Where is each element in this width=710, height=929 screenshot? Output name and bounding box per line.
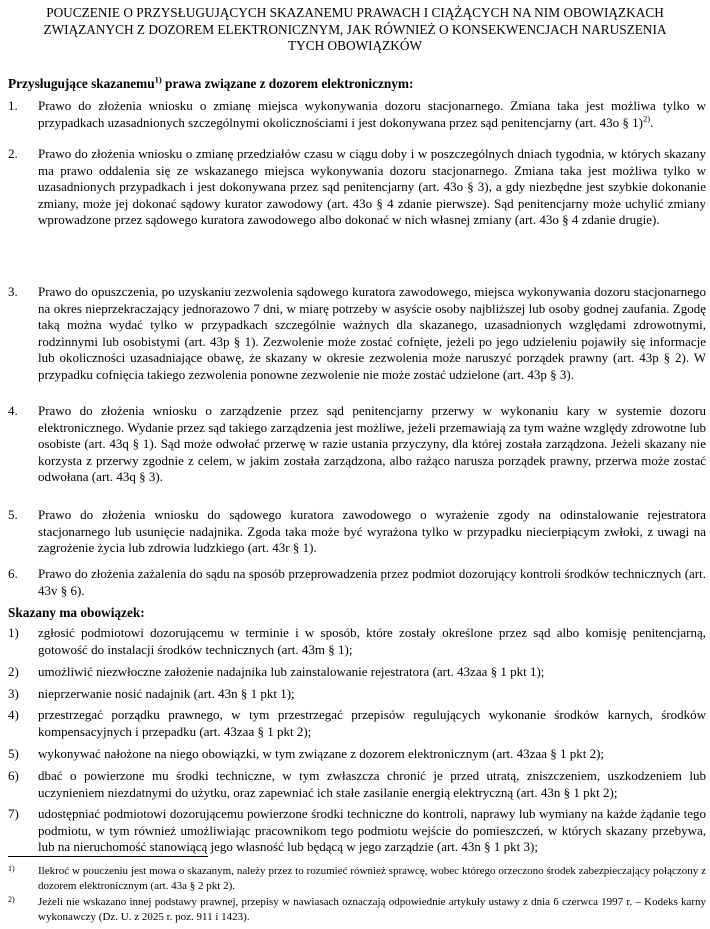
- right-item-tail: .: [650, 114, 654, 130]
- right-item-text: [38, 98, 706, 131]
- footnote-divider: [8, 856, 208, 857]
- duty-item-text: umożliwić niezwłoczne założenie nadajnika lub zainstalowanie rejestratora (art. 43zaa § 1 pkt 1);: [38, 664, 545, 679]
- right-item-text: Prawo do złożenia wniosku do sądowego kuratora zawodowego o wyrażenie zgody na odinstalowanie rejestratora stacjonarnego lub usunięcie nadajnika. Zgoda taka może być wyrażona tylko w przypadku niecierpiącym zwłoki, z uwagi na zagrożenie życia lub zdrowia ludzkiego (art. 43r § 1).: [38, 507, 706, 556]
- right-item-number: 3.: [8, 284, 18, 299]
- duty-item-text: dbać o powierzone mu środki techniczne, w tym zwłaszcza chronić je przed utratą, zniszczeniem, uszkodzeniem lub uczynieniem niezdatnymi do użytku, oraz zapewniać ich stałe zasilanie energią elektryczną (art. 43n § 1 pkt 2);: [38, 768, 706, 800]
- title-line-3: TYCH OBOWIĄZKÓW: [287, 38, 423, 54]
- duties-heading: Skazany ma obowiązek:: [8, 605, 145, 620]
- duty-item-number: 2): [8, 664, 19, 679]
- title-line-2: ZWIĄZANYCH Z DOZOREM ELEKTRONICZNYM, JAK RÓWNIEŻ O KONSEKWENCJACH NARUSZENIA: [43, 21, 667, 37]
- right-item-number: 4.: [8, 403, 18, 418]
- rights-heading-text-end: prawa związane z dozorem elektronicznym:: [161, 76, 414, 91]
- duty-item-text: przestrzegać porządku prawnego, w tym przestrzegać przepisów regulujących wykonanie środków karnych, środków kompensacyjnych i przepadku (art. 43zaa § 1 pkt 2);: [38, 707, 706, 739]
- right-item-number: 6.: [8, 566, 18, 581]
- rights-heading-text: Przysługujące skazanemu: [8, 76, 155, 91]
- right-item-text: Prawo do opuszczenia, po uzyskaniu zezwolenia sądowego kuratora zawodowego, miejsca wykonywania dozoru stacjonarnego na okres nieprzekraczający jednorazowo 7 dni, w miarę potrzeby w asyście osoby najbliższej lub osoby godnej zaufania. Zgodę taką można wydać tylko w przypadkach szczególnie ważnych dla skazanego, uzasadnionych względami zdrowotnymi, rodzinnymi lub osobistymi (art. 43p § 1). Zezwolenie może zostać cofnięte, jeżeli po jego udzieleniu pojawiły się informacje lub okoliczności uzasadniające obawę, że skazany w okresie zezwolenia może naruszyć porządek prawny (art. 43p § 2). W przypadku cofnięcia takiego zezwolenia ponowne zezwolenie nie może zostać udzielone (art. 43p § 3).: [38, 284, 706, 382]
- duty-item-number: 3): [8, 686, 19, 701]
- footnote-ref-1: 1): [154, 74, 162, 85]
- duty-item-text: wykonywać nałożone na niego obowiązki, w tym związane z dozorem elektronicznym (art. 43zaa § 1 pkt 2);: [38, 746, 605, 761]
- duty-item-text: nieprzerwanie nosić nadajnik (art. 43n § 1 pkt 1);: [38, 686, 295, 701]
- right-item-number: 1.: [8, 98, 18, 113]
- document-title: [0, 5, 710, 55]
- rights-heading: [8, 76, 413, 92]
- right-item-text: Prawo do złożenia wniosku o zmianę przedziałów czasu w ciągu doby i w poszczególnych dniach tygodnia, w których skazany ma prawo oddalenia się ze wskazanego miejsca wykonywania dozoru stacjonarnego. Zmiana taka jest możliwa tylko w uzasadnionych przypadkach i jest dokonywana przez sąd penitencjarny (art. 43o § 3), a gdy niezbędne jest szybkie dokonanie zmiany, może jej dokonać sądowy kurator zawodowy (art. 43o § 4 zdanie pierwsze). Sąd penitencjarny może uchylić zmiany wprowadzone przez sądowego kuratora zawodowego albo dokonać w nich własnej zmiany (art. 43o § 4 zdanie drugie).: [38, 146, 706, 228]
- right-item-body: Prawo do złożenia wniosku o zmianę miejsca wykonywania dozoru stacjonarnego. Zmiana taka jest możliwa tylko w przypadkach uzasadnionych szczególnymi okolicznościami i jest dokonywana przez sąd penitencjarny (art. 43o § 1): [38, 98, 706, 130]
- duty-item-text: zgłosić podmiotowi dozorującemu w terminie i w sposób, które zostały określone przez sąd albo komisję penitencjarną, gotowość do instalacji środków technicznych (art. 43m § 1);: [38, 625, 706, 657]
- duty-item-number: 7): [8, 806, 19, 821]
- duty-item-number: 1): [8, 625, 19, 640]
- right-item-text: Prawo do złożenia zażalenia do sądu na sposób przeprowadzenia przez podmiot dozorujący kontroli środków technicznych (art. 43v § 6).: [38, 566, 706, 598]
- duty-item-number: 6): [8, 768, 19, 783]
- footnote-mark: 2): [8, 895, 15, 904]
- right-item-text: Prawo do złożenia wniosku o zarządzenie przez sąd penitencjarny przerwy w wykonaniu kary w systemie dozoru elektronicznego. Wydanie przez sąd takiego zarządzenia jest możliwe, jeżeli przemawiają za tym ważne względy zdrowotne lub osobiste (art. 43q § 1). Sąd może odwołać przerwę w razie ustania przyczyny, dla której została zarządzona. Jeżeli skazany nie korzysta z przerwy zgodnie z celem, w jakim została zarządzona, albo rażąco narusza porządek prawny, przerwa może zostać odwołana (art. 43q § 3).: [38, 403, 706, 485]
- title-line-1: POUCZENIE O PRZYSŁUGUJĄCYCH SKAZANEMU PRAWACH I CIĄŻĄCYCH NA NIM OBOWIĄZKACH: [46, 5, 664, 20]
- footnote-text: Jeżeli nie wskazano innej podstawy prawnej, przepisy w nawiasach oznaczają odpowiednie artykuły ustawy z dnia 6 czerwca 1997 r. – Kodeks karny wykonawczy (Dz. U. z 2025 r. poz. 911 i 1423).: [38, 896, 706, 923]
- duty-item-number: 4): [8, 707, 19, 722]
- right-item-number: 5.: [8, 507, 18, 522]
- footnote-text: Ilekroć w pouczeniu jest mowa o skazanym, należy przez to rozumieć również sprawcę, wobec którego orzeczono środek zabezpieczający połączony z dozorem elektronicznym (art. 43a § 2 pkt 2).: [38, 865, 706, 892]
- duty-item-text: udostępniać podmiotowi dozorującemu powierzone środki techniczne do kontroli, naprawy lub wymiany na każde żądanie tego podmiotu, w tym również umożliwiając pracownikom tego podmiotu wejście do pomieszczeń, w których skazany przebywa, lub na nieruchomość stanowiącą jego własność lub będącą w jego zarządzie (art. 43n § 1 pkt 3);: [38, 806, 706, 855]
- duty-item-number: 5): [8, 746, 19, 761]
- footnote-mark: 1): [8, 864, 15, 873]
- right-item-number: 2.: [8, 146, 18, 161]
- footnote-ref-2: 2): [643, 113, 651, 124]
